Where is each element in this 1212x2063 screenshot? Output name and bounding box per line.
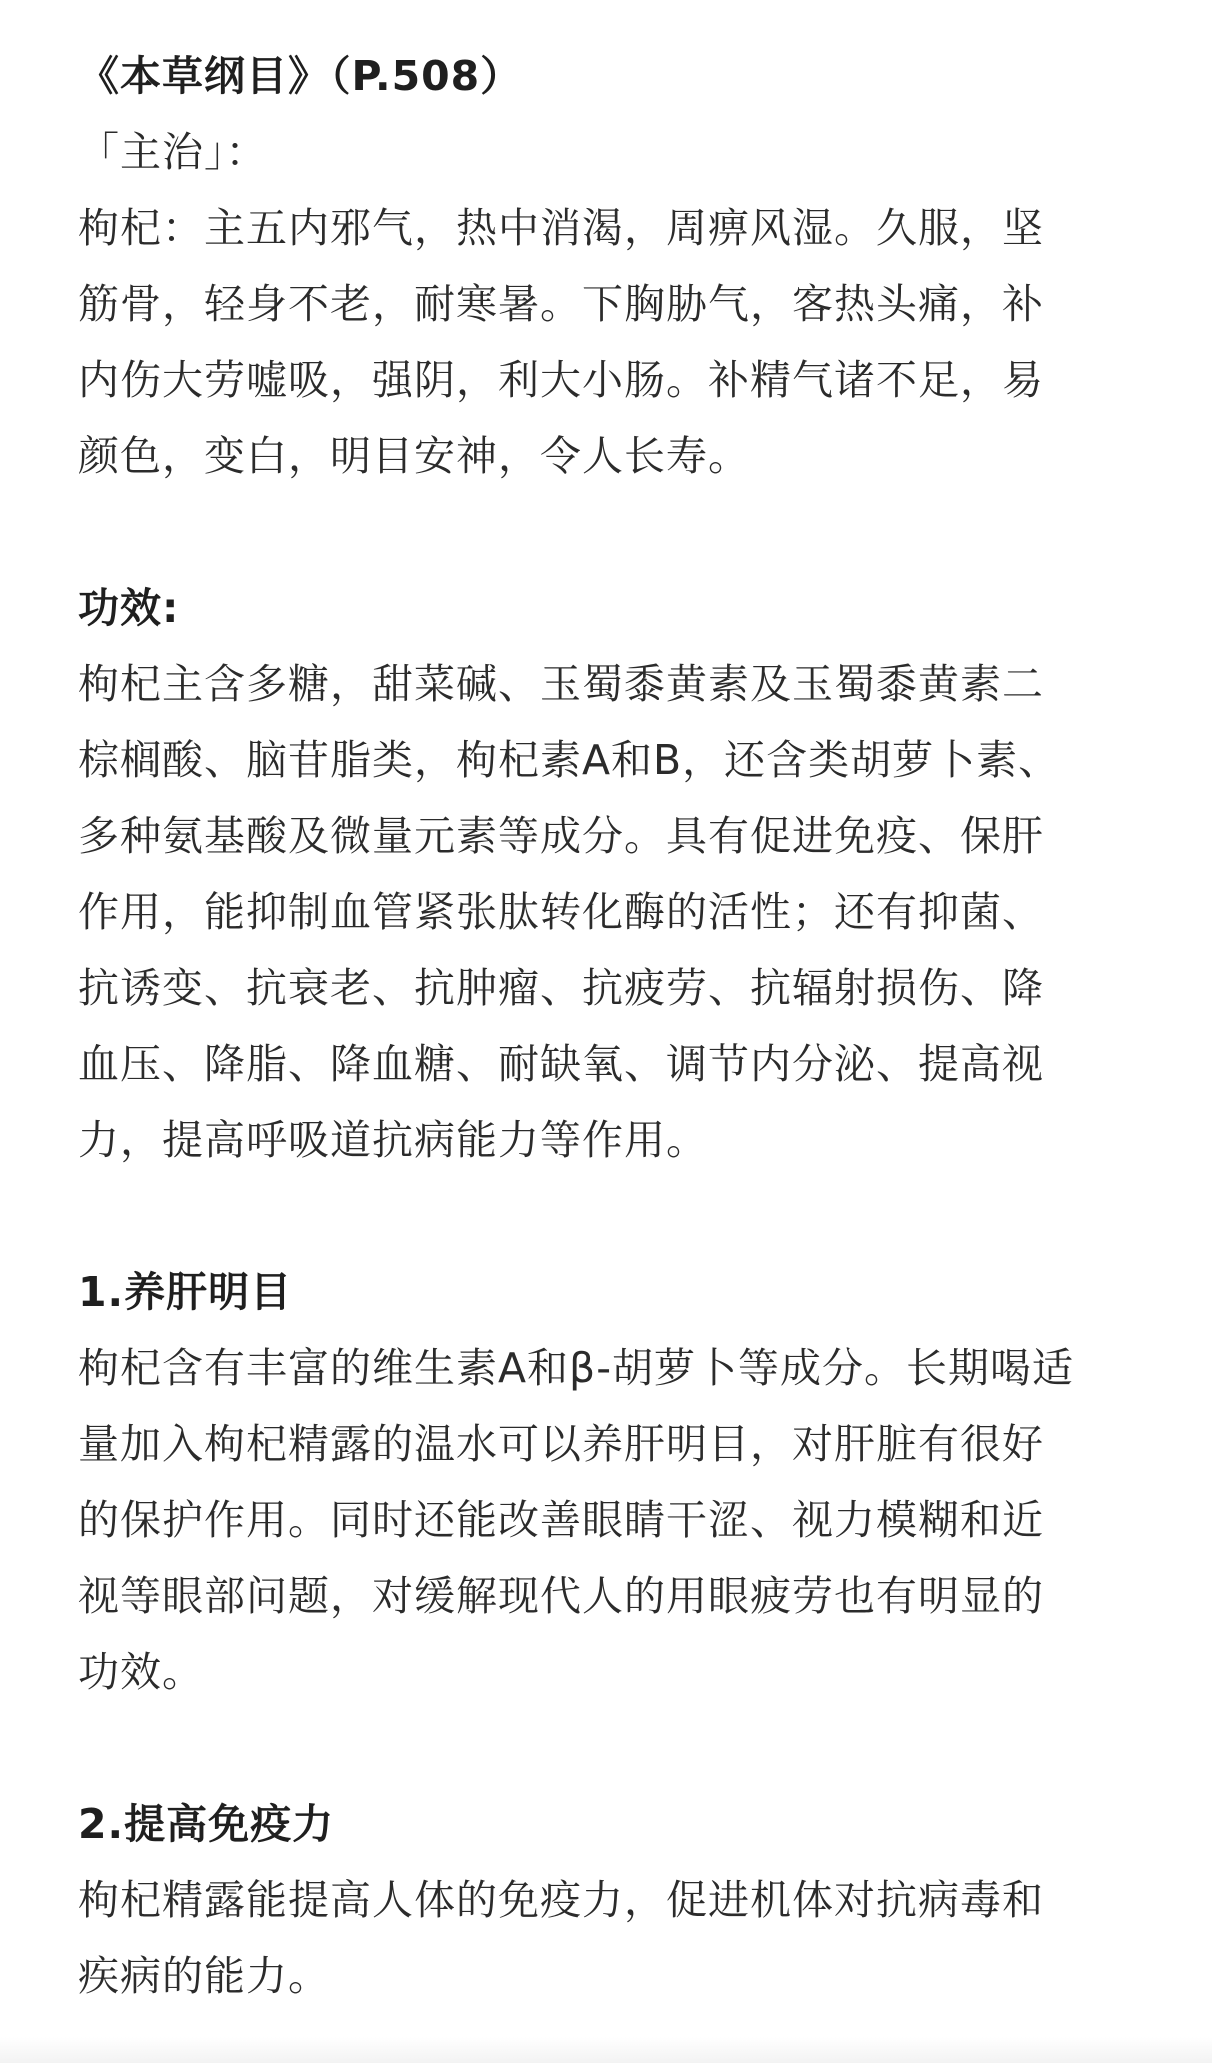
section1-heading: 1.养肝明目 xyxy=(78,1268,293,1316)
spacer xyxy=(78,494,1138,570)
zhuzhi-line: 枸杞：主五内邪气，热中消渴，周痹风湿。久服，坚 xyxy=(78,204,1044,252)
section2-line: 枸杞精露能提高人体的免疫力，促进机体对抗病毒和 xyxy=(78,1876,1044,1924)
section1-line: 量加入枸杞精露的温水可以养肝明目，对肝脏有很好 xyxy=(78,1420,1044,1468)
section1-line: 功效。 xyxy=(78,1648,204,1696)
section2-line: 疾病的能力。 xyxy=(78,1952,330,2000)
gongxiao-line: 力，提高呼吸道抗病能力等作用。 xyxy=(78,1116,708,1164)
section1-line: 视等眼部问题，对缓解现代人的用眼疲劳也有明显的 xyxy=(78,1572,1044,1620)
section1-line: 枸杞含有丰富的维生素A和β-胡萝卜等成分。长期喝适 xyxy=(78,1344,1075,1392)
zhuzhi-line: 筋骨，轻身不老，耐寒暑。下胸胁气，客热头痛，补 xyxy=(78,280,1044,328)
section1-line: 的保护作用。同时还能改善眼睛干涩、视力模糊和近 xyxy=(78,1496,1044,1544)
gongxiao-line: 多种氨基酸及微量元素等成分。具有促进免疫、保肝 xyxy=(78,812,1044,860)
article-body xyxy=(78,38,1138,2014)
gongxiao-line: 作用，能抑制血管紧张肽转化酶的活性；还有抑菌、 xyxy=(78,888,1044,936)
gongxiao-line: 棕榈酸、脑苷脂类，枸杞素A和B，还含类胡萝卜素、 xyxy=(78,736,1061,784)
zhuzhi-line: 颜色，变白，明目安神，令人长寿。 xyxy=(78,432,750,480)
spacer xyxy=(78,1178,1138,1254)
zhuzhi-line: 内伤大劳嘘吸，强阴，利大小肠。补精气诸不足，易 xyxy=(78,356,1044,404)
zhuzhi-label: 「主治」： xyxy=(78,128,268,176)
section2-heading: 2.提高免疫力 xyxy=(78,1800,335,1848)
gongxiao-line: 血压、降脂、降血糖、耐缺氧、调节内分泌、提高视 xyxy=(78,1040,1044,1088)
gongxiao-heading: 功效: xyxy=(78,584,180,632)
spacer xyxy=(78,1710,1138,1786)
gongxiao-line: 抗诱变、抗衰老、抗肿瘤、抗疲劳、抗辐射损伤、降 xyxy=(78,964,1044,1012)
gongxiao-line: 枸杞主含多糖，甜菜碱、玉蜀黍黄素及玉蜀黍黄素二 xyxy=(78,660,1044,708)
book-title: 《本草纲目》（P.508） xyxy=(78,52,523,100)
bottom-edge xyxy=(0,2037,1212,2063)
